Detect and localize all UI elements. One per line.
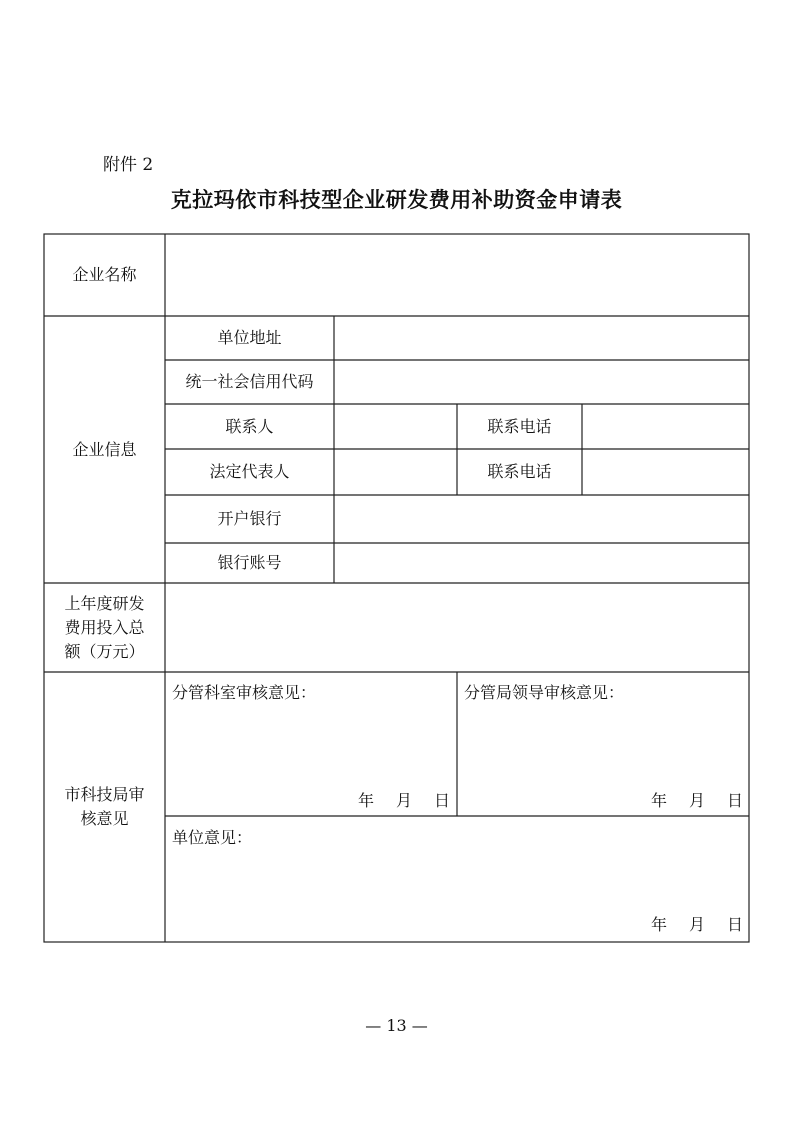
date-year: 年 <box>358 791 375 810</box>
credit-code-field[interactable] <box>334 360 749 404</box>
contact-label: 联系人 <box>225 416 274 436</box>
date-month: 月 <box>689 791 706 810</box>
leader-review-label: 分管局领导审核意见： <box>464 683 625 702</box>
rd-total-label-line: 额（万元） <box>64 641 145 661</box>
bank-field[interactable] <box>334 495 749 543</box>
company-name-field[interactable] <box>165 234 749 316</box>
date-year: 年 <box>651 791 668 810</box>
date-day: 日 <box>434 791 451 810</box>
rd-total-label-line: 上年度研发 <box>64 593 145 613</box>
page-title: 克拉玛依市科技型企业研发费用补助资金申请表 <box>170 187 623 212</box>
review-label-line: 市科技局审 <box>64 785 145 804</box>
date-day: 日 <box>727 791 744 810</box>
account-label: 银行账号 <box>217 553 282 572</box>
unit-opinion-label: 单位意见： <box>172 828 253 847</box>
legal-rep-label: 法定代表人 <box>209 462 290 481</box>
address-field[interactable] <box>334 316 749 360</box>
attachment-label: 附件 2 <box>103 155 154 175</box>
legal-phone-label: 联系电话 <box>487 462 552 481</box>
review-label-line: 核意见 <box>80 809 129 828</box>
page-number: — 13 — <box>365 1016 428 1035</box>
contact-phone-field[interactable] <box>582 404 749 449</box>
credit-code-label: 统一社会信用代码 <box>185 372 314 391</box>
review-label <box>44 672 165 942</box>
legal-rep-field[interactable] <box>334 449 457 495</box>
leader-review-date <box>651 788 743 811</box>
company-info-label: 企业信息 <box>72 439 137 459</box>
contact-field[interactable] <box>334 404 457 449</box>
dept-review-date <box>358 788 450 811</box>
rd-total-label <box>44 583 165 672</box>
unit-opinion-date <box>651 912 743 935</box>
rd-total-field[interactable] <box>165 583 749 672</box>
date-year: 年 <box>651 915 668 934</box>
date-month: 月 <box>396 791 413 810</box>
bank-label: 开户银行 <box>217 509 282 528</box>
rd-total-label-line: 费用投入总 <box>64 617 145 637</box>
date-day: 日 <box>727 915 744 934</box>
legal-phone-field[interactable] <box>582 449 749 495</box>
account-field[interactable] <box>334 543 749 583</box>
address-label: 单位地址 <box>217 328 282 347</box>
contact-phone-label: 联系电话 <box>487 416 552 436</box>
company-name-label: 企业名称 <box>72 265 137 284</box>
dept-review-label: 分管科室审核意见： <box>172 683 317 702</box>
date-month: 月 <box>689 915 706 934</box>
